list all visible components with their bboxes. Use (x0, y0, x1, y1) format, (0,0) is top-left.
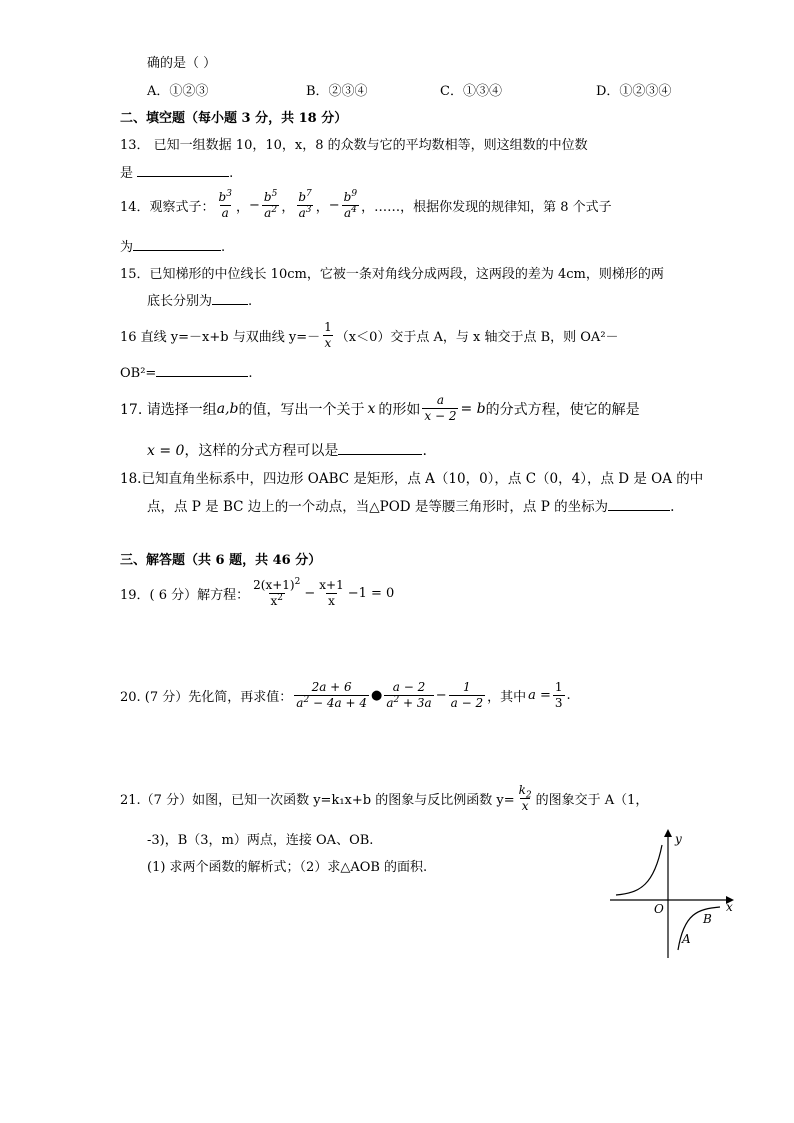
q20-line: 20. (7 分）先化简，再求值： $\frac{2a + 6}{a^2 - 4a + 4}$ ● $\frac{a - 2}{a^2 + 3a}$ − $\frac{1}{a - 2}$ ，其中 a = $\frac{1}{3}$ . (120, 680, 571, 710)
q14-term-1: $\frac{b^3}{a}$ (218, 189, 232, 220)
q21-line2: -3)，B（3，m）两点，连接 OA、OB. (147, 833, 374, 848)
q12-option-a: A．①②③ (147, 84, 209, 99)
q14-term-2: $\frac{b^5}{a^2}$ (263, 189, 278, 220)
q14-term-4: $\frac{b^9}{a^4}$ (343, 189, 358, 220)
y-axis-arrow (664, 829, 672, 837)
q14-line2: 为 . (120, 236, 225, 255)
q16-answer-blank (156, 362, 248, 377)
q12-tail: 确的是（ ） (147, 56, 217, 71)
q18-line2: 点，点 P 是 BC 边上的一个动点，当△POD 是等腰三角形时，点 P 的坐标为 . (147, 495, 674, 515)
section2-title: 二、填空题（每小题 3 分，共 18 分） (120, 111, 348, 126)
q13-line2: 是 . (120, 162, 233, 181)
q12-option-b: B．②③④ (306, 84, 368, 99)
q14-line1: 14．观察式子： $\frac{b^3}{a}$ ， − $\frac{b^5}{a^2}$ ， $\frac{b^7}{a^3}$ ， − $\frac{b^9}{a^4}$ ，……，根据你发现的规律知，第 8 个式子 (120, 189, 612, 220)
q18-line1: 18.已知直角坐标系中，四边形 OABC 是矩形，点 A（10，0），点 C（0，4），点 D 是 OA 的中 (120, 471, 704, 487)
q16-line2: OB²= . (120, 362, 252, 381)
q21-line3: (1) 求两个函数的解析式；（2）求△AOB 的面积. (147, 860, 428, 875)
q21-line1: 21.（7 分）如图，已知一次函数 y=k₁x+b 的图象与反比例函数 y= $\frac{k_2}{x}$ 的图象交于 A（1， (120, 783, 649, 813)
hyperbola-branch-left (616, 845, 662, 895)
q12-option-d: D．①②③④ (596, 84, 672, 99)
q12-option-c: C．①③④ (440, 84, 502, 99)
section3-title: 三、解答题（共 6 题，共 46 分） (120, 553, 322, 568)
q15-line2: 底长分别为 . (147, 290, 252, 309)
q17-line2: x = 0，这样的分式方程可以是 . (147, 440, 427, 460)
q16-line1: 16 直线 y=－x+b 与双曲线 y=－ $\frac{1}{x}$ （x＜0）交于点 A，与 x 轴交于点 B，则 OA²－ (120, 320, 619, 350)
q18-answer-blank (608, 496, 670, 511)
q15-line1: 15．已知梯形的中位线长 10cm，它被一条对角线分成两段，这两段的差为 4cm，则梯形的两 (120, 267, 664, 282)
x-axis-label: x (726, 900, 733, 914)
hyperbola-graph (610, 825, 740, 960)
q14-term-3: $\frac{b^7}{a^3}$ (298, 189, 312, 220)
point-b-label: B (703, 912, 712, 926)
q15-answer-blank (212, 290, 248, 305)
point-a-label: A (682, 932, 691, 946)
q17-answer-blank (338, 440, 422, 455)
origin-label: O (654, 902, 664, 916)
q19-line: 19．( 6 分）解方程： $\frac{2(x+1)^2}{x^2}$ − $\frac{x+1}{x}$ −1 = 0 (120, 577, 395, 608)
q13-line1: 13． 已知一组数据 10，10，x，8 的众数与它的平均数相等，则这组数的中位数 (120, 138, 588, 153)
q13-answer-blank (137, 162, 229, 177)
y-axis-label: y (675, 832, 682, 846)
q14-answer-blank (133, 236, 221, 251)
q17-line1: 17. 请选择一组 a,b 的值，写出一个关于 x 的形如 $\frac{a}{x - 2}$ = b 的分式方程，使它的解是 (120, 393, 640, 423)
